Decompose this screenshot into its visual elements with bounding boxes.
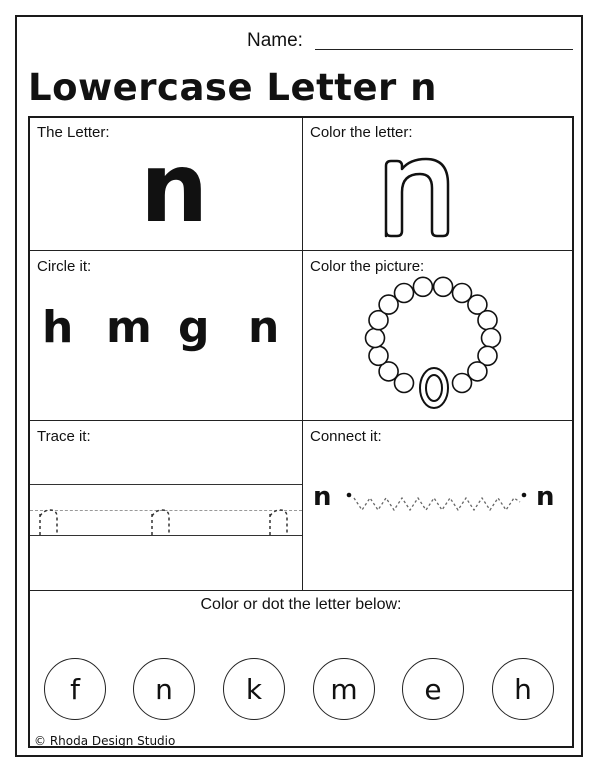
- name-row: [247, 30, 577, 56]
- letter-bubble[interactable]: [492, 658, 554, 720]
- color-letter-label: Color the letter:: [310, 124, 413, 141]
- copyright-text: © Rhoda Design Studio: [34, 734, 176, 748]
- bead-shape: [395, 284, 414, 303]
- grid-divider-2: [30, 420, 572, 421]
- the-letter-glyph: n: [140, 132, 209, 244]
- bead-shape: [369, 346, 388, 365]
- dot-letter-instructions: Color or dot the letter below:: [200, 596, 402, 613]
- the-letter-label: The Letter:: [37, 124, 110, 141]
- connect-left-letter: n: [313, 482, 332, 512]
- circle-choice-letter[interactable]: g: [178, 302, 210, 353]
- name-input-line[interactable]: [315, 49, 573, 50]
- letter-bubble[interactable]: [133, 658, 195, 720]
- necklace-icon[interactable]: [360, 276, 506, 416]
- worksheet-grid: [28, 116, 574, 748]
- letter-bubble[interactable]: [313, 658, 375, 720]
- bubble-letter: f: [70, 672, 80, 706]
- circle-it-label: Circle it:: [37, 258, 92, 275]
- bead-shape: [453, 374, 472, 393]
- trace-dotted-n-icon[interactable]: [150, 508, 172, 536]
- circle-choice-letter[interactable]: h: [42, 302, 74, 353]
- letter-bubble[interactable]: [402, 658, 464, 720]
- grid-divider-3: [30, 590, 572, 591]
- bubble-letter: n: [155, 672, 173, 706]
- letter-bubble[interactable]: [223, 658, 285, 720]
- trace-dotted-n-icon[interactable]: [268, 508, 290, 536]
- page-title: Lowercase Letter n: [28, 66, 438, 109]
- bubble-letter: m: [330, 672, 358, 706]
- bead-shape: [413, 277, 432, 296]
- trace-it-label: Trace it:: [37, 428, 91, 445]
- letter-bubble[interactable]: [44, 658, 106, 720]
- bubble-letter: k: [245, 672, 263, 706]
- trace-dotted-n-icon[interactable]: [38, 508, 60, 536]
- zigzag-connect-path-icon[interactable]: [346, 490, 528, 516]
- circle-choice-letter[interactable]: n: [248, 302, 280, 353]
- connect-it-label: Connect it:: [310, 428, 382, 445]
- bead-shape: [366, 329, 385, 348]
- bead-shape: [478, 311, 497, 330]
- bubble-letter: h: [514, 672, 532, 706]
- color-picture-label: Color the picture:: [310, 258, 425, 275]
- name-label: Name:: [247, 30, 303, 51]
- circle-choice-letter[interactable]: m: [106, 302, 152, 353]
- grid-divider-1: [30, 250, 572, 251]
- bead-shape: [482, 329, 501, 348]
- connect-right-letter: n: [536, 482, 555, 512]
- bubble-letter: e: [424, 672, 442, 706]
- outline-letter-n-icon[interactable]: [382, 156, 454, 238]
- bead-shape: [434, 277, 453, 296]
- trace-top-line: [30, 484, 302, 485]
- grid-vertical-divider: [302, 118, 303, 590]
